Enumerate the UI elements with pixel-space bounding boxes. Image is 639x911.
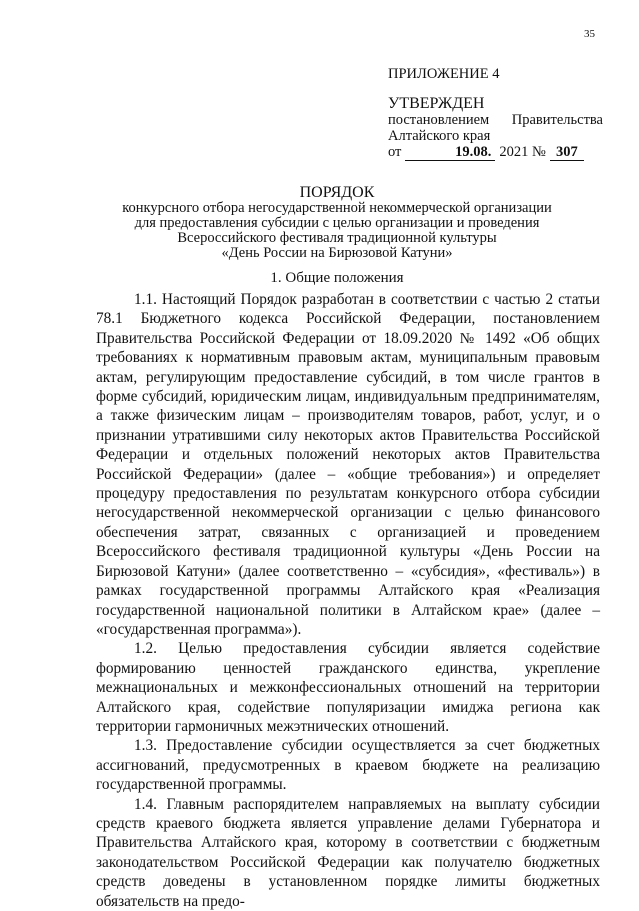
document-title (98, 184, 576, 261)
resolution-date: 19.08. (405, 145, 495, 161)
title-heading: ПОРЯДОК (299, 184, 375, 201)
paragraph-1-1: 1.1. Настоящий Порядок разработан в соответствии с частью 2 статьи 78.1 Бюджетного кодекса Российской Федерации, постановлением Правительства Российской Федерации от 18.09.2020 № 1492 «Об общих требованиях к нормативным правовым актам, муниципальным правовым актам, регулирующим предоставление субсидий, в том числе грантов в форме субсидий, юридическим лицам, индивидуальным предпринимателям, а также физическим лицам – производителям товаров, работ, услуг, и о признании утратившими силу некоторых актов Правительства Российской Федерации и отдельных положений некоторых актов Правительства Российской Федерации» (далее – «общие требования») и определяет процедуру предоставления по результатам конкурсного отбора субсидии негосударственной некоммерческой организации с целью финансового обеспечения затрат, связанных с организацией и проведением Всероссийского фестиваля традиционной культуры «День России на Бирюзовой Катуни» (далее соответственно – «субсидия», «фестиваль») в рамках государственной программы Алтайского края «Реализация государственной национальной политики в Алтайском крае» (далее – «государственная программа»). (96, 291, 600, 638)
approval-stamp (388, 66, 603, 161)
title-line: для предоставления субсидии с целью организации и проведения (134, 215, 540, 231)
resolution-year: 2021 № (499, 144, 546, 160)
paragraph-1-3: 1.3. Предоставление субсидии осуществляется за счет бюджетных ассигнований, предусмотренных в краевом бюджете на реализацию государственной программы. (96, 737, 600, 794)
date-line (388, 144, 603, 161)
resolution-word: постановлением (388, 112, 490, 128)
page-number: 35 (584, 28, 595, 40)
section-heading: 1. Общие положения (270, 270, 404, 286)
paragraph-1-2: 1.2. Целью предоставления субсидии является содействие формированию ценностей гражданского единства, укрепление межнациональных и межконфессиональных отношений на территории Алтайского края, содействие популяризации имиджа региона как территории гармоничных межэтнических отношений. (96, 640, 600, 735)
region-line: Алтайского края (388, 128, 491, 144)
approved-label: УТВЕРЖДЕН (388, 95, 485, 112)
resolution-line (388, 112, 603, 128)
title-line: «День России на Бирюзовой Катуни» (221, 245, 453, 261)
resolution-number: 307 (550, 145, 584, 161)
title-line: Всероссийского фестиваля традиционной культуры (177, 230, 497, 246)
title-line: конкурсного отбора негосударственной некоммерческой организации (122, 200, 552, 216)
annex-label: ПРИЛОЖЕНИЕ 4 (388, 66, 500, 82)
from-label: от (388, 144, 402, 160)
body-text (96, 290, 600, 911)
paragraph-1-4: 1.4. Главным распорядителем направляемых на выплату субсидии средств краевого бюджета является управление делами Губернатора и Правительства Алтайского края, которому в соответствии с бюджетным законодательством Российской Федерации как получателю бюджетных средств доведены в установленном порядке лимиты бюджетных обязательств на предо- (96, 795, 600, 910)
government-word: Правительства (511, 112, 603, 128)
